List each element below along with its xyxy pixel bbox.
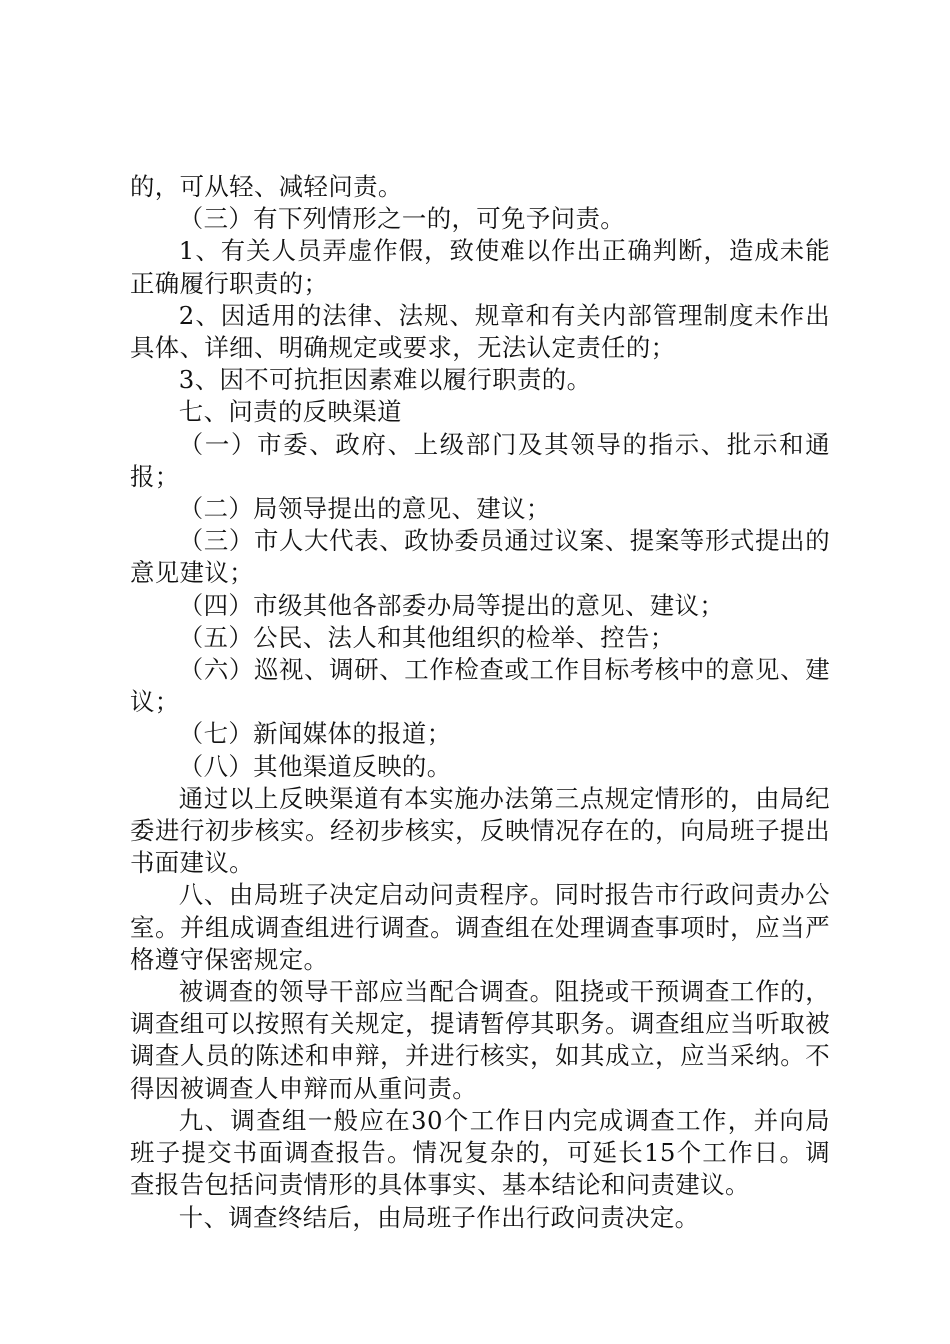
paragraph-13: （七）新闻媒体的报道； xyxy=(178,719,452,749)
paragraph-10: （四）市级其他各部委办局等提出的意见、建议； xyxy=(178,590,725,620)
paragraph-12: （六）巡视、调研、工作检查或工作目标考核中的意见、建议； xyxy=(130,655,830,717)
paragraph-15: 通过以上反映渠道有本实施办法第三点规定情形的，由局纪委进行初步核实。经初步核实，反映情况存在的，向局班子提出书面建议。 xyxy=(130,783,830,878)
paragraph-5: 3、因不可抗拒因素难以履行职责的。 xyxy=(178,365,592,395)
paragraph-8: （二）局领导提出的意见、建议； xyxy=(178,494,551,524)
section-paragraph-8: 八、由局班子决定启动问责程序。同时报告市行政问责办公室。并组成调查组进行调查。调查组在处理调查事项时，应当严格遵守保密规定。 xyxy=(130,880,830,974)
paragraph-17: 被调查的领导干部应当配合调查。阻挠或干预调查工作的，调查组可以按照有关规定，提请暂停其职务。调查组应当听取被调查人员的陈述和申辩，并进行核实，如其成立，应当采纳。不得因被调查人申辩而从重问责。 xyxy=(130,977,830,1103)
document-body xyxy=(130,171,830,1234)
section-paragraph-10: 十、调查终结后，由局班子作出行政问责决定。 xyxy=(178,1202,700,1232)
section-heading-7: 七、问责的反映渠道 xyxy=(178,397,402,427)
paragraph-2: （三）有下列情形之一的，可免予问责。 xyxy=(178,204,626,234)
paragraph-1: 的，可从轻、减轻问责。 xyxy=(130,172,403,201)
paragraph-14: （八）其他渠道反映的。 xyxy=(178,751,452,781)
paragraph-3: 1、有关人员弄虚作假，致使难以作出正确判断，造成未能正确履行职责的； xyxy=(130,236,830,298)
paragraph-7: （一）市委、政府、上级部门及其领导的指示、批示和通报； xyxy=(130,429,830,491)
paragraph-11: （五）公民、法人和其他组织的检举、控告； xyxy=(178,622,675,652)
section-paragraph-9: 九、调查组一般应在30个工作日内完成调查工作，并向局班子提交书面调查报告。情况复杂的，可延长15个工作日。调查报告包括问责情形的具体事实、基本结论和问责建议。 xyxy=(130,1105,830,1200)
paragraph-9: （三）市人大代表、政协委员通过议案、提案等形式提出的意见建议； xyxy=(130,526,830,588)
paragraph-4: 2、因适用的法律、法规、规章和有关内部管理制度未作出具体、详细、明确规定或要求，无法认定责任的； xyxy=(130,300,830,363)
